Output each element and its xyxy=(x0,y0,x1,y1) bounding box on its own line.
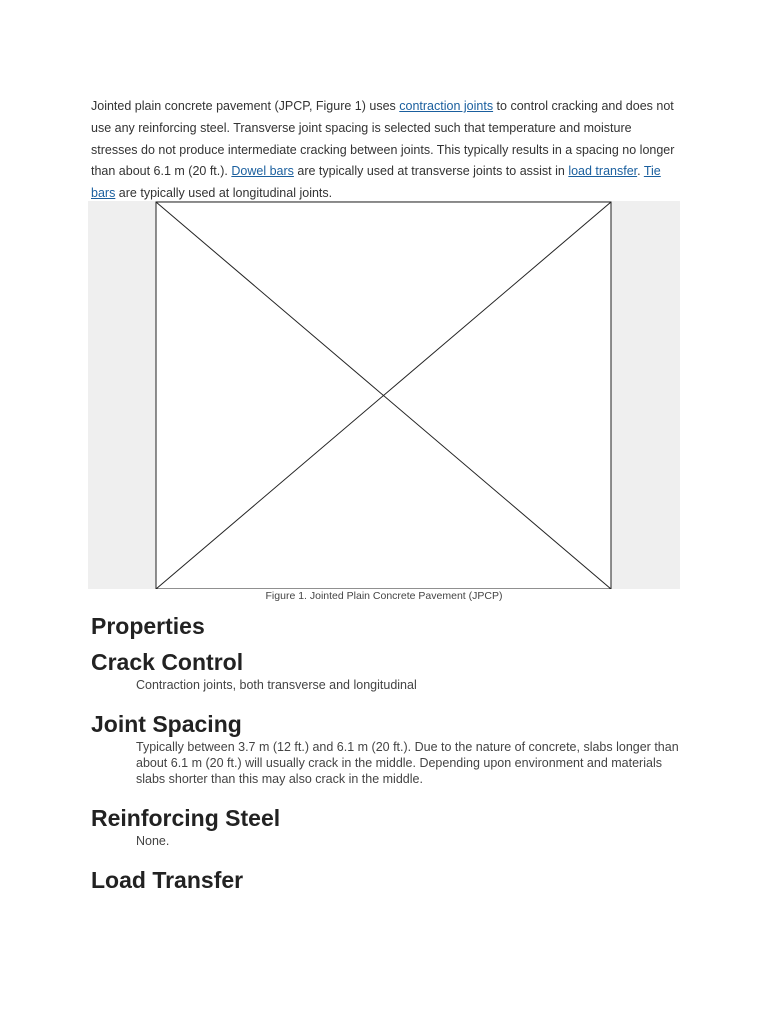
joint-spacing-text: Typically between 3.7 m (12 ft.) and 6.1 m (20 ft.). Due to the nature of concrete, slabs longer than about 6.1 m (20 ft.) will usually crack in the middle. Depending upon environment and materials slabs shorter than this may also crack in the middle. xyxy=(136,740,679,787)
joint-spacing-heading: Joint Spacing xyxy=(91,711,242,737)
load-transfer-heading: Load Transfer xyxy=(91,867,244,893)
reinforcing-steel-heading: Reinforcing Steel xyxy=(91,805,281,831)
figure-caption: Figure 1. Jointed Plain Concrete Pavement (JPCP) xyxy=(265,590,503,602)
intro-text-5: are typically used at longitudinal joints. xyxy=(115,186,333,201)
dowel-bars-link[interactable]: Dowel bars xyxy=(231,164,294,179)
reinforcing-steel-text: None. xyxy=(136,834,170,848)
intro-text-3: are typically used at transverse joints to assist in xyxy=(293,164,569,179)
intro-text-2: to control cracking and does not use any reinforcing steel. Transverse joint spacing is selected such that temperature and moisture stresses do not produce intermediate cracking between joints. This typically results in a spacing no longer than about 6.1 m (20 ft.). xyxy=(91,99,675,179)
intro-text-4: . xyxy=(637,164,644,179)
tie-bars-link[interactable]: Tie bars xyxy=(91,164,661,201)
contraction-joints-link[interactable]: contraction joints xyxy=(399,99,494,113)
figure-placeholder-image xyxy=(88,201,680,589)
crack-control-text: Contraction joints, both transverse and longitudinal xyxy=(136,678,417,692)
crack-control-heading: Crack Control xyxy=(91,649,244,675)
load-transfer-link[interactable]: load transfer xyxy=(568,164,638,179)
intro-text-1: Jointed plain concrete pavement (JPCP, Figure 1) uses xyxy=(91,99,400,113)
properties-heading: Properties xyxy=(91,613,205,639)
intro-paragraph xyxy=(91,96,681,205)
figure-1-container xyxy=(88,201,680,589)
